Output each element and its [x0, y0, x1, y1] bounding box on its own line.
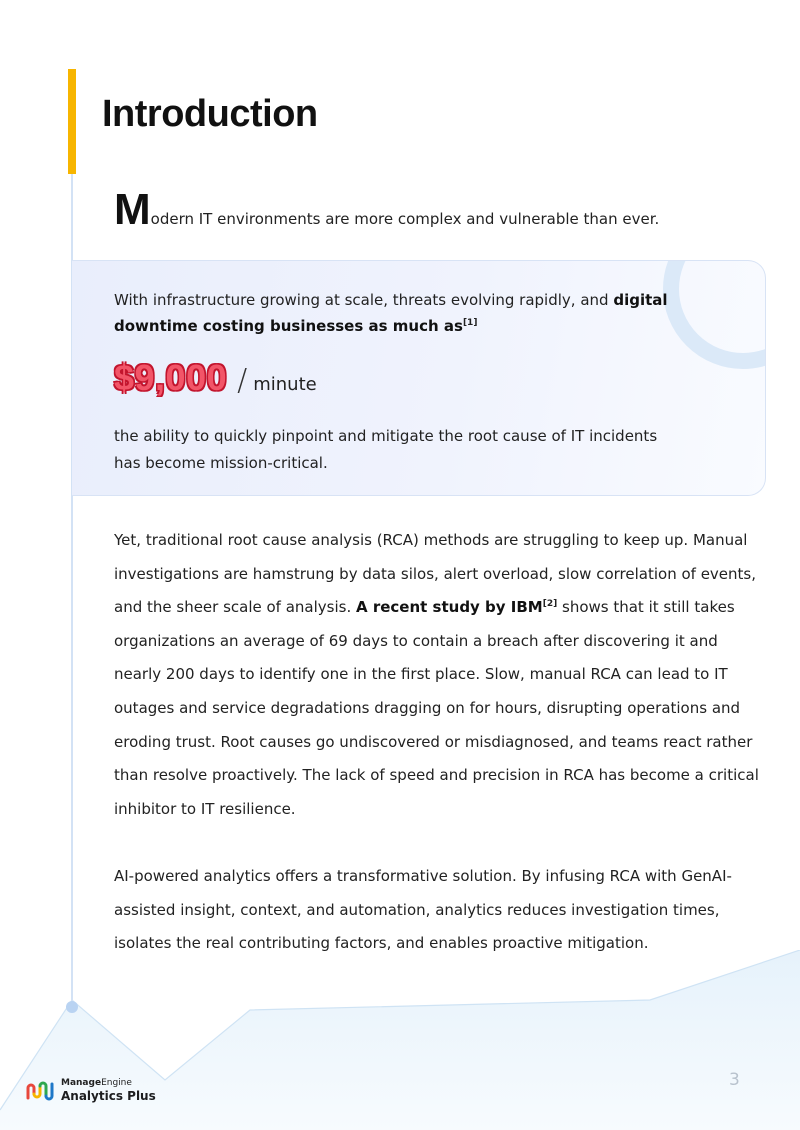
- stat-value: $9,000: [114, 357, 228, 398]
- page-title: Introduction: [102, 93, 318, 135]
- callout-intro: [114, 287, 674, 339]
- page-number: 3: [729, 1070, 740, 1090]
- body-paragraph-1: [114, 524, 764, 826]
- downtime-cost-stat: [114, 357, 317, 399]
- highlight-callout: [72, 260, 766, 496]
- callout-intro-text: With infrastructure growing at scale, threats evolving rapidly, and: [114, 291, 614, 309]
- paragraph-1-after: shows that it still takes organizations an average of 69 days to contain a breach after discovering it and nearly 200 days to identify one in the first place. Slow, manual RCA can lead to IT outages and service degradations dragging on for hours, disrupting operations and eroding trust. Root causes go undiscovered or misdiagnosed, and teams react rather than resolve proactively. The lack of speed and precision in RCA has become a critical inhibitor to IT resilience.: [114, 598, 759, 818]
- brand-name: ManageEngine: [61, 1078, 132, 1088]
- lead-text: odern IT environments are more complex and vulnerable than ever.: [150, 210, 660, 228]
- lead-sentence: [114, 185, 754, 234]
- citation-1[interactable]: [1]: [462, 318, 478, 328]
- callout-intro-bold: digital downtime costing businesses as much as: [114, 291, 668, 335]
- background-mountains: [0, 950, 800, 1130]
- citation-2[interactable]: [2]: [542, 599, 558, 610]
- decorative-ring: [663, 260, 766, 369]
- callout-outro: the ability to quickly pinpoint and mitigate the root cause of IT incidents has become mission-critical.: [114, 427, 658, 472]
- product-name: Analytics Plus: [61, 1089, 156, 1103]
- footer-logo: [25, 1078, 156, 1103]
- analytics-plus-logo-icon: [25, 1080, 55, 1102]
- drop-cap: M: [114, 185, 151, 234]
- body-paragraph-2: AI-powered analytics offers a transformative solution. By infusing RCA with GenAI-assisted insight, context, and automation, analytics reduces investigation times, isolates the real contributing factors, and enables proactive mitigation.: [114, 867, 732, 953]
- paragraph-1-before: Yet, traditional root cause analysis (RCA) methods are struggling to keep up. Manual investigations are hamstrung by data silos, alert overload, slow correlation of events, and the sheer scale of analysis.: [114, 531, 757, 617]
- ibm-study-reference: A recent study by IBM: [356, 598, 543, 617]
- heading-accent-bar: [68, 69, 76, 174]
- stat-unit: minute: [253, 374, 317, 395]
- stat-slash: /: [237, 363, 248, 398]
- timeline-dot: [66, 1001, 78, 1013]
